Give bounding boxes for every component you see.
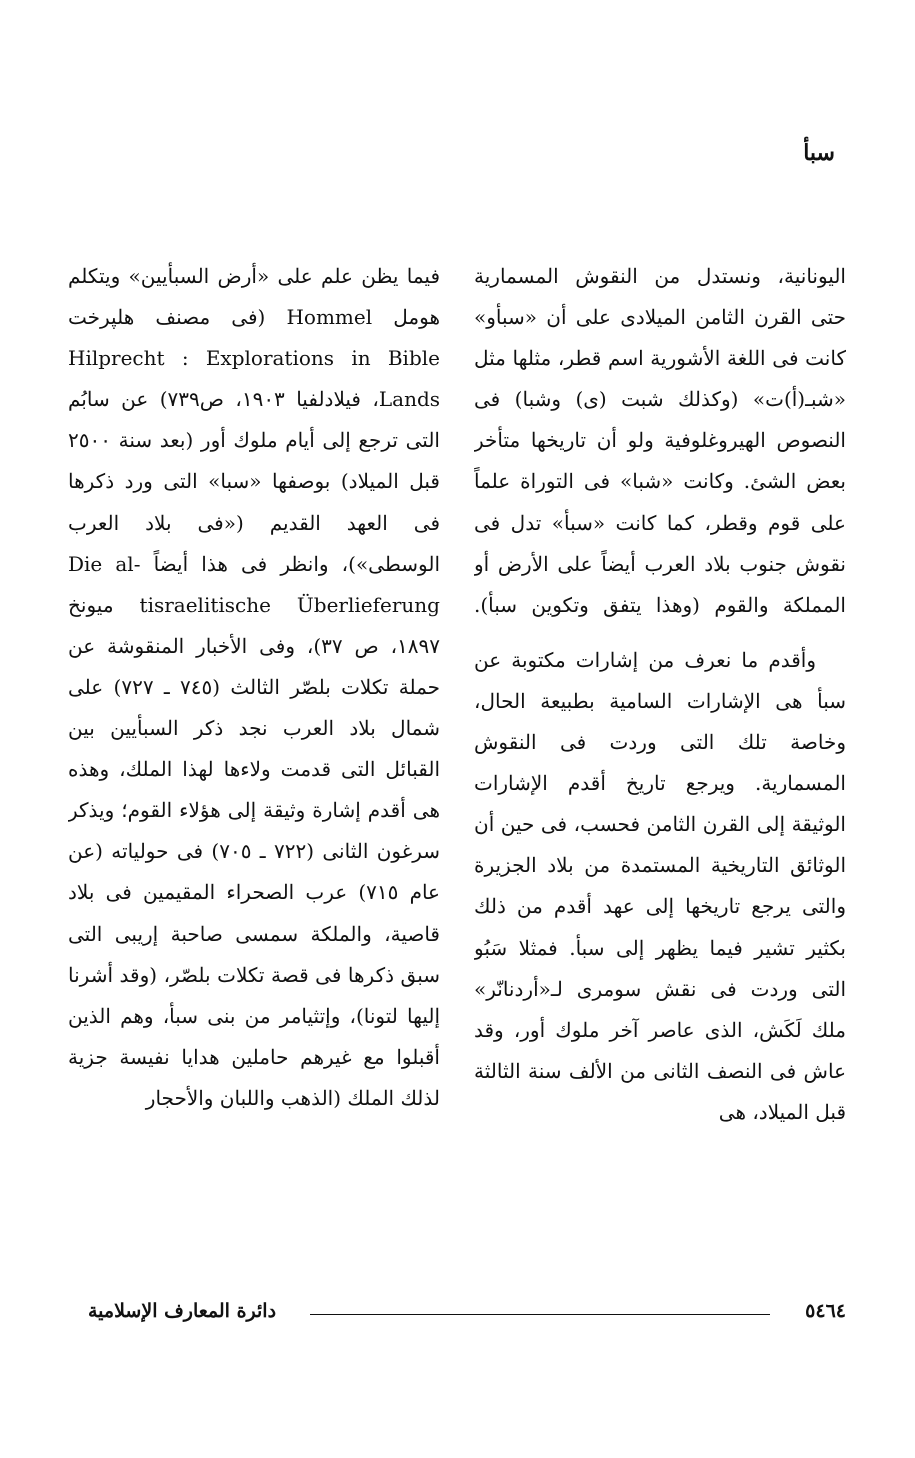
publication-title: دائرة المعارف الإسلامية [88,1300,277,1322]
left-column [68,256,440,1256]
paragraph: وأقدم ما نعرف من إشارات مكتوبة عن سبأ هى الإشارات السامية بطبيعة الحال، وخاصة تلك التى وردت فى النقوش المسمارية. ويرجع تاريخ أقدم الإشارات الوثيقة إلى القرن الثامن فحسب، فى حين أن الوثائق التاريخية المستمدة من بلاد الجزيرة والتى يرجع تاريخها إلى عهد أقدم من ذلك بكثير تشير فيما يظهر إلى سبأ. فمثلا سَبُو التى وردت فى نقش سومرى لـ«أردنانّر» ملك لَكَش، الذى عاصر آخر ملوك أور، وقد عاش فى النصف الثانى من الألف سنة الثالثة قبل الميلاد، هى [474,647,846,1124]
right-column [474,256,846,1256]
running-head: سبأ [803,140,835,166]
page-number: ٥٤٦٤ [805,1300,846,1322]
paragraph: فيما يظن علم على «أرض السبأيين» ويتكلم هومل Hommel (فى مصنف هلپرخت Hilprecht : Explorations in Bible Lands، فيلادلفيا ١٩٠٣، ص٧٣٩) عن سابُم التى ترجع إلى أيام ملوك أور (بعد سنة ٢٥٠٠ قبل الميلاد) بوصفها «سبا» التى ورد ذكرها فى العهد القديم («فى بلاد العرب الوسطى»)، وانظر فى هذا أيضاً Die al-tisraelitische Überlieferung ميونخ ١٨٩٧، ص ٣٧)، وفى الأخبار المنقوشة عن حملة تكلات بلصّر الثالث (٧٤٥ ـ ٧٢٧) على شمال بلاد العرب نجد ذكر السبأيين بين القبائل التى قدمت ولاءها لهذا الملك، وهذه هى أقدم إشارة وثيقة إلى هؤلاء القوم؛ ويذكر سرغون الثانى (٧٢٢ ـ ٧٠٥) فى حولياته (عن عام ٧١٥) عرب الصحراء المقيمين فى بلاد قاصية، والملكة سمسى صاحبة إريبى التى سبق ذكرها فى قصة تكلات بلصّر، (وقد أشرنا إليها لتونا)، وإتثيامر من بنى سبأ، وهم الذين أقبلوا مع غيرهم حاملين هدايا نفيسة جزية لذلك الملك (الذهب واللبان والأحجار [68,264,440,1110]
paragraph: اليونانية، ونستدل من النقوش المسمارية حتى القرن الثامن الميلادى على أن «سبأو» كانت فى اللغة الأشورية اسم قطر، مثلها مثل «شبـ(أ)ت» (وكذلك شبت (ى) وشبا) فى النصوص الهيروغلوفية ولو أن تاريخها متأخر بعض الشئ. وكانت «شبا» فى التوراة علماً على قوم وقطر، كما كانت «سبأ» تدل فى نقوش جنوب بلاد العرب أيضاً على الأرض أو المملكة والقوم (وهذا يتفق وتكوين سبأ). [474,264,846,617]
page-footer [78,1300,850,1330]
footer-divider [310,1314,770,1315]
